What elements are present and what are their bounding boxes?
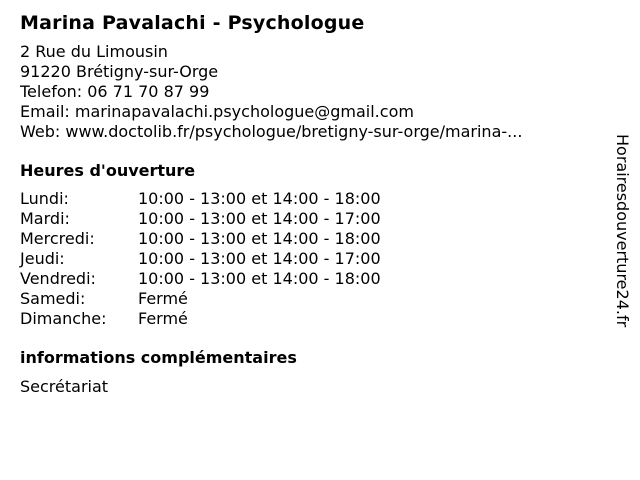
brand-watermark: Horairesdouverture24.fr bbox=[613, 134, 632, 328]
time-value: Fermé bbox=[138, 309, 188, 328]
email-line: Email: marinapavalachi.psychologue@gmail.com bbox=[20, 102, 414, 121]
phone-line: Telefon: 06 71 70 87 99 bbox=[20, 82, 210, 101]
additional-info-text: Secrétariat bbox=[20, 377, 109, 396]
city-postal: 91220 Brétigny-sur-Orge bbox=[20, 62, 219, 81]
address-block bbox=[20, 42, 600, 142]
hours-row-sunday bbox=[20, 309, 381, 329]
day-label: Samedi: bbox=[20, 289, 86, 308]
time-value: Fermé bbox=[138, 289, 188, 308]
opening-hours-heading: Heures d'ouverture bbox=[20, 161, 196, 180]
street-address: 2 Rue du Limousin bbox=[20, 42, 168, 61]
day-label: Vendredi: bbox=[20, 269, 96, 288]
time-value: 10:00 - 13:00 et 14:00 - 18:00 bbox=[138, 189, 381, 208]
web-line: Web: www.doctolib.fr/psychologue/bretigny-sur-orge/marina-... bbox=[20, 122, 523, 141]
time-value: 10:00 - 13:00 et 14:00 - 17:00 bbox=[138, 249, 381, 268]
hours-row-wednesday bbox=[20, 229, 381, 249]
additional-info-heading: informations complémentaires bbox=[20, 348, 297, 367]
business-card bbox=[20, 10, 600, 397]
day-label: Lundi: bbox=[20, 189, 69, 208]
opening-hours-table bbox=[20, 189, 381, 329]
time-value: 10:00 - 13:00 et 14:00 - 17:00 bbox=[138, 209, 381, 228]
hours-row-saturday bbox=[20, 289, 381, 309]
hours-row-thursday bbox=[20, 249, 381, 269]
time-value: 10:00 - 13:00 et 14:00 - 18:00 bbox=[138, 229, 381, 248]
hours-row-monday bbox=[20, 189, 381, 209]
time-value: 10:00 - 13:00 et 14:00 - 18:00 bbox=[138, 269, 381, 288]
hours-row-tuesday bbox=[20, 209, 381, 229]
day-label: Mardi: bbox=[20, 209, 70, 228]
page-title: Marina Pavalachi - Psychologue bbox=[20, 12, 365, 34]
day-label: Jeudi: bbox=[20, 249, 65, 268]
day-label: Dimanche: bbox=[20, 309, 107, 328]
day-label: Mercredi: bbox=[20, 229, 95, 248]
hours-row-friday bbox=[20, 269, 381, 289]
